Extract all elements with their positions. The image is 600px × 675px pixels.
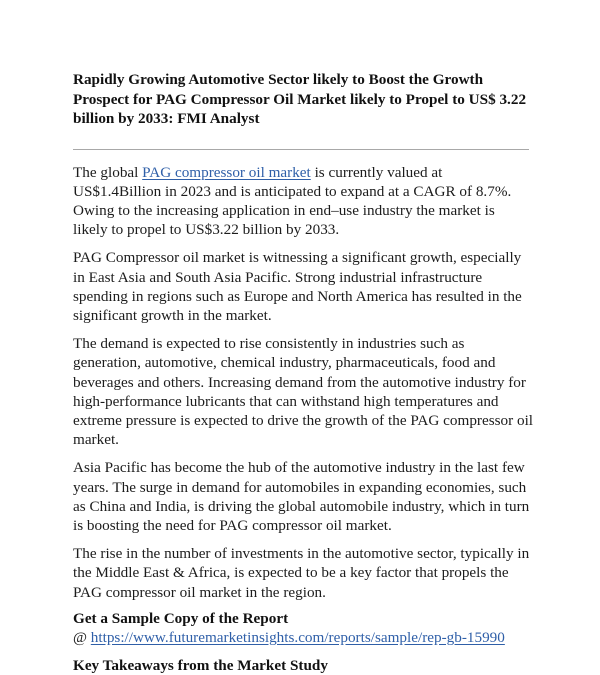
- title-divider: [73, 149, 529, 150]
- document-title: Rapidly Growing Automotive Sector likely to Boost the Growth Prospect for PAG Compressor Oil Market likely to Propel to US$ 3.22 billion by 2033: FMI Analyst: [73, 71, 527, 127]
- pag-compressor-oil-market-link[interactable]: PAG compressor oil market: [142, 163, 311, 181]
- paragraph-demand: The demand is expected to rise consistently in industries such as generation, automotive, chemical industry, pharmaceuticals, food and beverages and others. Increasing demand from the automotive industry for high-performance lubricants that can withstand high temperatures and extreme pressure is expected to drive the growth of the PAG compressor oil market.: [73, 335, 534, 449]
- paragraph-intro: [73, 163, 533, 240]
- document-page: [73, 70, 533, 675]
- paragraph-asia-pacific: Asia Pacific has become the hub of the automotive industry in the last few years. The surge in demand for automobiles in expanding economies, such as China and India, is driving the global automobile industry, which in turn is boosting the need for PAG compressor oil market.: [73, 459, 530, 534]
- paragraph-middle-east: The rise in the number of investments in the automotive sector, typically in the Middle East & Africa, is expected to be a key factor that propels the PAG compressor oil market in the region.: [73, 545, 530, 601]
- sample-copy-heading: Get a Sample Copy of the Report: [73, 609, 289, 627]
- sample-copy-line: [73, 628, 533, 647]
- key-takeaways-heading: Key Takeaways from the Market Study: [73, 657, 328, 675]
- paragraph-regional-growth: PAG Compressor oil market is witnessing a significant growth, especially in East Asia and South Asia Pacific. Strong industrial infrastructure spending in regions such as Europe and North America has resulted in the significant growth in the market.: [73, 249, 522, 324]
- sample-report-link[interactable]: https://www.futuremarketinsights.com/reports/sample/rep-gb-15990: [90, 628, 505, 646]
- at-symbol: @: [73, 628, 91, 646]
- paragraph-intro-rest: is currently valued at US$1.4Billion in 2023 and is anticipated to expand at a CAGR of 8.7%. Owing to the increasing application in end–use industry the market is likely to propel to US$3.22 billion by 2033.: [73, 163, 512, 239]
- paragraph-intro-lead: The global: [73, 163, 143, 181]
